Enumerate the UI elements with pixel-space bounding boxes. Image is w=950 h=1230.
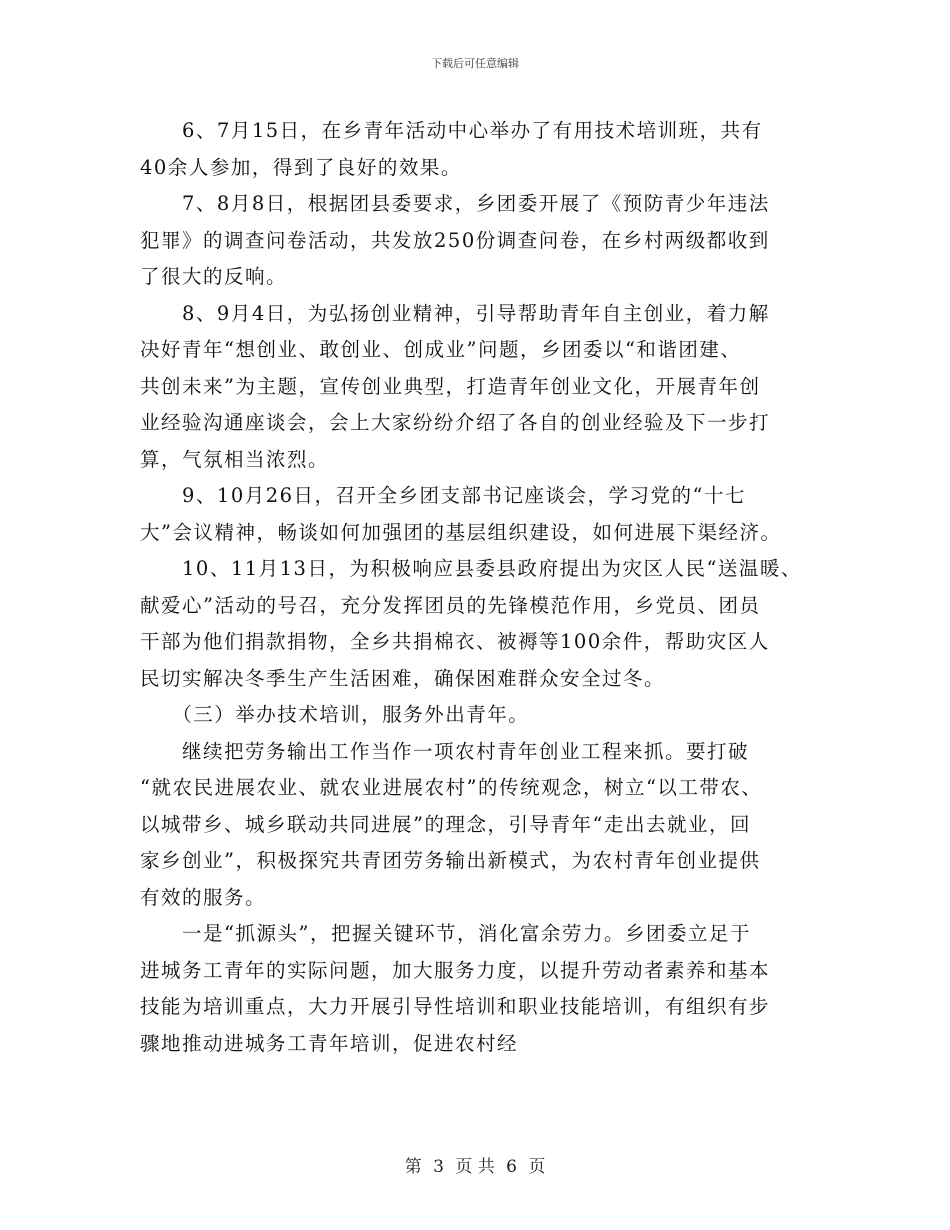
text-line: 6、7月15日，在乡青年活动中心举办了有用技术培训班，共有 (140, 119, 763, 142)
text-line: 民切实解决冬季生产生活困难，确保困难群众安全过冬。 (140, 666, 666, 690)
page-footer (0, 1152, 950, 1177)
text-line: 一是“抓源头”，把握关键环节，消化富余劳力。乡团委立足于 (140, 922, 751, 945)
text-line: 40余人参加，得到了良好的效果。 (140, 155, 462, 179)
paragraph-item-8 (140, 296, 812, 479)
text-line: 业经验沟通座谈会，会上大家纷纷介绍了各自的创业经验及下一步打 (140, 411, 771, 434)
paragraph-item-6 (140, 113, 812, 186)
text-line: 以城带乡、城乡联动共同进展”的理念，引导青年“走出去就业，回 (140, 812, 751, 836)
text-line: 10、11月13日，为积极响应县委县政府提出为灾区人民“送温暖、 (140, 557, 802, 580)
text-line: 献爱心”活动的号召，充分发挥团员的先锋模范作用，乡党员、团员 (140, 593, 761, 617)
footer-middle: 页 共 (455, 1157, 495, 1177)
text-line: 8、9月4日，为弘扬创业精神，引导帮助青年自主创业，着力解 (140, 301, 770, 325)
footer-prefix: 第 (404, 1157, 422, 1177)
text-line: 有效的服务。 (140, 885, 267, 909)
text-line: 技能为培训重点，大力开展引导性培训和职业技能培训，有组织有步 (140, 995, 771, 1018)
text-line: 共创未来”为主题，宣传创业典型，打造青年创业文化，开展青年创 (140, 374, 761, 398)
document-body (140, 113, 812, 1062)
text-line: 7、8月8日，根据团县委要求，乡团委开展了《预防青少年违法 (140, 192, 770, 215)
paragraph-item-10 (140, 551, 812, 697)
section-heading (140, 697, 812, 734)
text-line: 进城务工青年的实际问题，加大服务力度，以提升劳动者素养和基本 (140, 958, 771, 982)
text-line: 了很大的反响。 (140, 265, 288, 288)
text-line: 9、10月26日，召开全乡团支部书记座谈会，学习党的“十七 (140, 484, 747, 507)
text-line: 继续把劳务输出工作当作一项农村青年创业工程来抓。要打破 (140, 739, 750, 763)
text-line: 犯罪》的调查问卷活动，共发放250份调查问卷，在乡村两级都收到 (140, 228, 770, 252)
paragraph-source (140, 916, 812, 1062)
text-line: 干部为他们捐款捐物，全乡共捐棉衣、被褥等100余件，帮助灾区人 (140, 630, 770, 653)
footer-suffix: 页 (528, 1157, 546, 1177)
page-header-note: 下载后可任意编辑 (431, 57, 519, 70)
paragraph-item-9 (140, 478, 812, 551)
page-total: 6 (506, 1157, 517, 1177)
text-line: （三）举办技术培训，服务外出青年。 (140, 703, 530, 726)
page-number: 3 (433, 1157, 444, 1177)
text-line: 大”会议精神，畅谈如何加强团的基层组织建设，如何进展下渠经济。 (140, 520, 782, 544)
text-line: 家乡创业”，积极探究共青团劳务输出新模式，为农村青年创业提供 (140, 849, 761, 872)
paragraph-labor-export (140, 734, 812, 917)
text-line: 算，气氛相当浓烈。 (140, 447, 330, 471)
text-line: “就农民进展农业、就农业进展农村”的传统观念，树立“以工带农、 (140, 776, 763, 799)
paragraph-item-7 (140, 186, 812, 296)
text-line: 决好青年“想创业、敢创业、创成业”问题，乡团委以“和谐团建、 (140, 338, 742, 361)
text-line: 骤地推动进城务工青年培训，促进农村经 (140, 1031, 519, 1055)
